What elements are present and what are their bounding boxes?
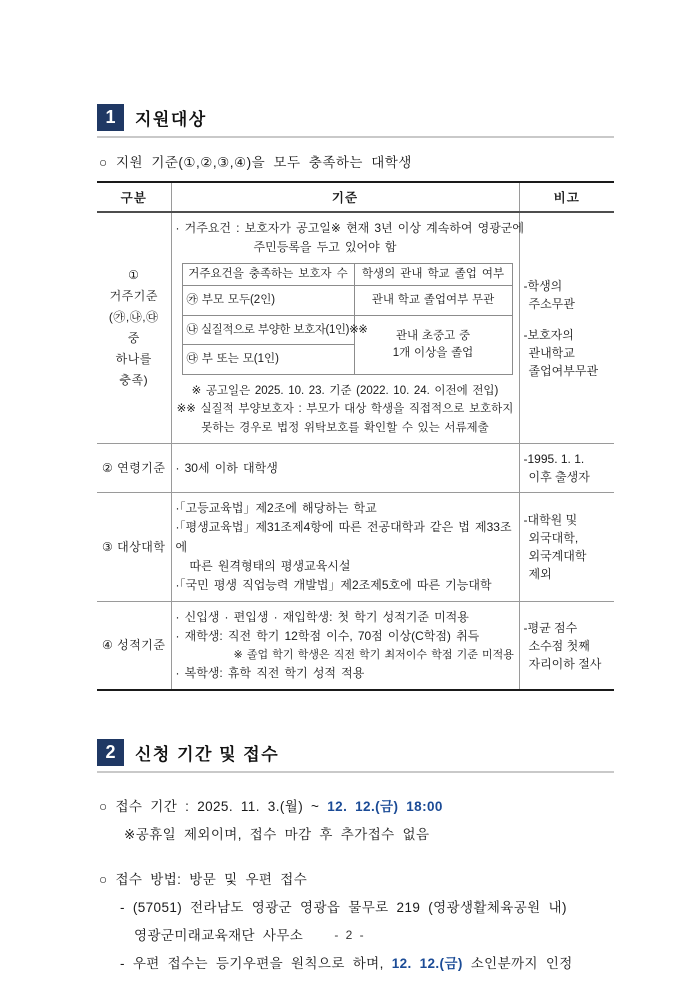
university-criteria-cell	[171, 493, 519, 602]
de-facto-guardian-note-line2: 못하는 경우로 법정 위탁보호를 확인할 수 있는 서류제출	[201, 421, 489, 434]
residence-criteria-cell	[171, 212, 524, 444]
reception-method-line: ○ 접수 방법: 방문 및 우편 접수	[99, 872, 308, 888]
section-2-number-badge: 2	[97, 739, 124, 766]
col-header-category: 구분	[97, 182, 171, 212]
university-bullet-1: ·「고등교육법」제2조에 해당하는 학교	[175, 501, 377, 516]
remark-guardian-school: -보호자의 관내학교 졸업여부무관	[523, 327, 599, 378]
grades-remark-cell: -평균 점수 소수점 첫째 자리이하 절사	[519, 602, 614, 691]
section-1-title: 지원대상	[135, 110, 207, 129]
section-2-header	[97, 739, 614, 773]
grades-bullet-2: · 재학생: 직전 학기 12학점 이수, 70점 이상(C학점) 취득	[175, 629, 480, 644]
guardian-row-b	[182, 315, 512, 345]
university-remark-cell: -대학원 및 외국대학, 외국계대학 제외	[519, 493, 614, 602]
mail-reception-line: - 우편 접수는 등기우편을 원칙으로 하며, 12. 12.(금) 소인분까지 인정	[120, 955, 573, 971]
remark-student-address: -학생의 주소무관	[523, 278, 575, 311]
university-bullet-2-cont: 따른 원격형태의 평생교육시설	[189, 558, 351, 573]
residence-requirement-line2: 주민등록을 두고 있어야 함	[253, 240, 397, 255]
document-page	[97, 104, 614, 982]
guardian-a-value: 관내 학교 졸업여부 무관	[354, 286, 512, 316]
residence-category-cell: ① 거주기준 (㉮,㉯,㉰ 중 하나를 충족)	[97, 212, 171, 444]
age-remark-cell: -1995. 1. 1. 이후 출생자	[519, 444, 614, 493]
reception-period-line: ○ 접수 기간 : 2025. 11. 3.(월) ~ 12. 12.(금) 18:00	[99, 799, 443, 815]
announcement-date-note: ※ 공고일은 2025. 10. 23. 기준 (2022. 10. 24. 이전에 전입)	[191, 385, 499, 398]
guardian-count-header: 거주요건을 충족하는 보호자 수	[182, 264, 354, 286]
guardian-a-label: ㉮ 부모 모두(2인)	[182, 286, 354, 316]
university-bullet-3: ·「국민 평생 직업능력 개발법」제2조제5호에 따른 기능대학	[175, 577, 492, 592]
section-2-title: 신청 기간 및 접수	[135, 745, 280, 765]
reception-period-note: ※공휴일 제외이며, 접수 마감 후 추가접수 없음	[124, 827, 430, 843]
guardian-bc-value: 관내 초중고 중 1개 이상을 졸업	[354, 315, 512, 374]
page-number: - 2 -	[334, 928, 366, 942]
table-header-row	[97, 182, 614, 212]
eligibility-intro-line: ○ 지원 기준(①,②,③,④)을 모두 충족하는 대학생	[99, 155, 412, 170]
reception-deadline-highlight: 12. 12.(금) 18:00	[327, 799, 443, 815]
section-1-header	[97, 104, 614, 138]
grades-bullet-1: · 신입생 · 편입생 · 재입학생: 첫 학기 성적기준 미적용	[175, 610, 469, 625]
university-bullet-2: ·「평생교육법」제31조제4항에 따른 전공대학과 같은 법 제33조에	[175, 520, 512, 554]
col-header-remark: 비고	[519, 182, 614, 212]
guardian-table-header-row	[182, 264, 512, 286]
guardian-row-a	[182, 286, 512, 316]
grades-criteria-cell	[171, 602, 519, 691]
table-row-residence	[97, 212, 614, 444]
de-facto-guardian-note-line1: ※※ 실질적 부양보호자 : 부모가 대상 학생을 직접적으로 보호하지	[176, 403, 514, 416]
age-category-cell: ② 연령기준	[97, 444, 171, 493]
eligibility-table	[97, 181, 614, 691]
mail-deadline-highlight: 12. 12.(금)	[391, 955, 463, 971]
residence-remark-cell	[519, 212, 614, 444]
table-row-grades	[97, 602, 614, 691]
section-1-number-badge: 1	[97, 104, 124, 131]
table-row-university	[97, 493, 614, 602]
table-row-age	[97, 444, 614, 493]
university-category-cell: ③ 대상대학	[97, 493, 171, 602]
grades-bullet-2-note: ※ 졸업 학기 학생은 직전 학기 최저이수 학점 기준 미적용	[233, 648, 514, 661]
col-header-criteria: 기준	[171, 182, 519, 212]
reception-address-line2: 영광군미래교육재단 사무소	[134, 928, 304, 944]
guardian-c-label: ㉰ 부 또는 모(1인)	[182, 345, 354, 375]
graduation-status-header: 학생의 관내 학교 졸업 여부	[354, 264, 512, 286]
grades-category-cell: ④ 성적기준	[97, 602, 171, 691]
grades-bullet-3: · 복학생: 휴학 직전 학기 성적 적용	[175, 666, 365, 681]
reception-address-line1: - (57051) 전라남도 영광군 영광읍 물무로 219 (영광생활체육공원 내)	[120, 900, 567, 916]
residence-requirement-line1: · 거주요건 : 보호자가 공고일※ 현재 3년 이상 계속하여 영광군에	[175, 221, 524, 235]
age-criteria-cell: · 30세 이하 대학생	[171, 444, 519, 493]
guardian-count-table	[182, 263, 513, 375]
guardian-b-label: ㉯ 실질적으로 부양한 보호자(1인)※※	[182, 315, 354, 345]
